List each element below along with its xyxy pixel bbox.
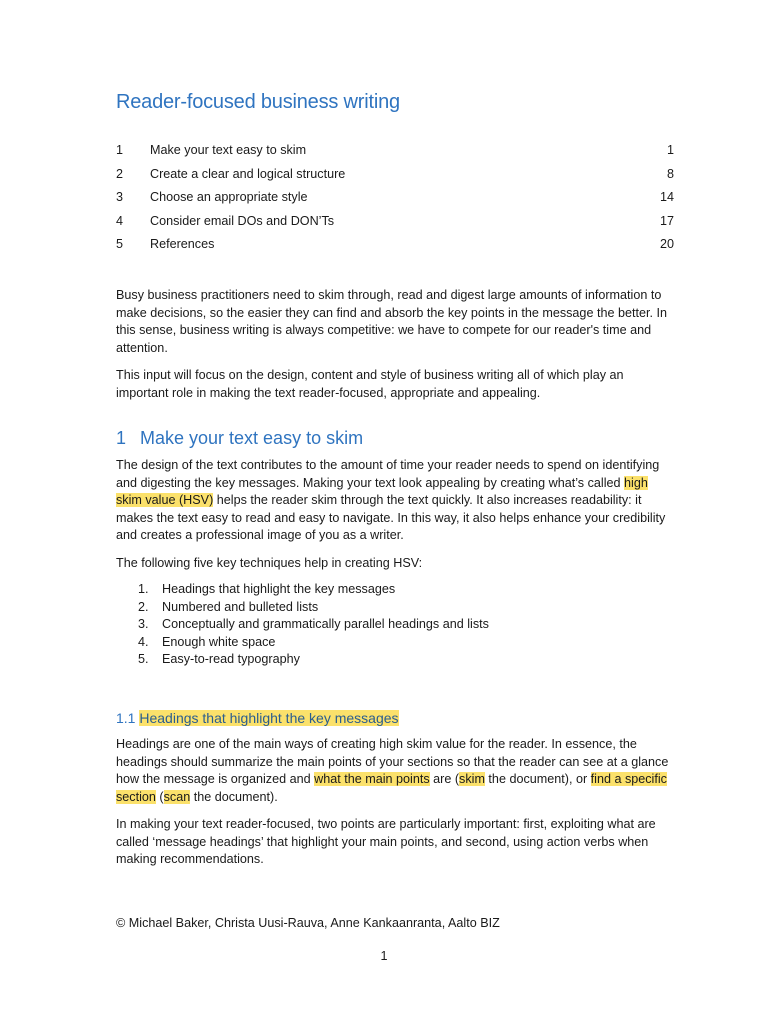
- section-1-1-paragraph-1: [116, 736, 676, 806]
- highlighted-text: skim: [459, 772, 485, 787]
- text-run: the document).: [190, 789, 278, 804]
- list-text: Numbered and bulleted lists: [162, 599, 319, 614]
- list-item: [138, 651, 658, 669]
- toc-entry: References: [150, 237, 215, 251]
- toc-page-number: 17: [659, 213, 674, 228]
- toc-page-number: 8: [666, 166, 674, 181]
- toc-row[interactable]: [116, 187, 676, 211]
- list-text: Conceptually and grammatically parallel headings and lists: [162, 617, 489, 632]
- section-1-heading: [116, 425, 676, 451]
- toc-row[interactable]: [116, 140, 676, 164]
- section-title: Make your text easy to skim: [140, 428, 364, 448]
- techniques-list: [138, 581, 658, 669]
- subsection-title: Headings that highlight the key messages: [139, 710, 399, 726]
- toc-page-number: 1: [666, 143, 674, 157]
- toc-entry: Create a clear and logical structure: [150, 166, 346, 181]
- text-run: The design of the text contributes to the amount of time your reader needs to spend on identifying and digesting the key messages. Making your text look appealing by creating what’s called: [116, 458, 660, 490]
- list-number: 4.: [138, 634, 149, 649]
- toc-number: 2: [116, 166, 124, 181]
- text-run: are (: [429, 772, 460, 787]
- toc-number: 5: [116, 237, 124, 251]
- list-item: [138, 581, 658, 599]
- toc-page-number: 20: [659, 237, 674, 251]
- toc-row[interactable]: [116, 164, 676, 188]
- list-text: Headings that highlight the key messages: [162, 582, 396, 596]
- intro-paragraph-1: Busy business practitioners need to skim through, read and digest large amounts of information to make decisions, so the easier they can find and absorb the key points in the message the better. In this sense, business writing is always competitive: we have to compete for our reader's time and attention.: [116, 288, 667, 355]
- text-run: Headings are one of the main ways of creating high skim value for the reader. In essence, the headings should summarize the main points of your sections so that the reader can see at a glance how the message is organized and: [116, 737, 669, 787]
- intro-paragraph-2: This input will focus on the design, content and style of business writing all of which play an important role in making the text reader-focused, appropriate and appealing.: [116, 368, 624, 400]
- list-item: [138, 616, 658, 634]
- highlighted-text: scan: [163, 789, 191, 804]
- text-run: the document), or: [484, 772, 591, 787]
- toc-number: 1: [116, 143, 124, 157]
- section-number: 1: [116, 428, 127, 448]
- section-1-1-heading: [116, 708, 676, 728]
- section-1-paragraph-2: The following five key techniques help in creating HSV:: [116, 556, 423, 570]
- toc-entry: Consider email DOs and DON’Ts: [150, 213, 335, 228]
- toc-page-number: 14: [659, 190, 674, 204]
- section-1-paragraph-1: [116, 457, 676, 545]
- text-run: (: [155, 789, 164, 804]
- highlighted-text: find a specific section: [116, 772, 667, 804]
- toc-row[interactable]: [116, 234, 676, 258]
- toc-entry: Make your text easy to skim: [150, 143, 307, 157]
- toc-entry: Choose an appropriate style: [150, 190, 308, 204]
- toc-number: 4: [116, 213, 124, 228]
- copyright-footer: © Michael Baker, Christa Uusi-Rauva, Anne Kankaanranta, Aalto BIZ: [116, 916, 500, 930]
- list-number: 3.: [138, 617, 149, 632]
- list-item: [138, 634, 658, 652]
- toc-number: 3: [116, 190, 124, 204]
- highlighted-text: high skim value (HSV): [116, 475, 648, 508]
- list-number: 2.: [138, 599, 149, 614]
- section-1-1-paragraph-2: In making your text reader-focused, two points are particularly important: first, exploiting what are called ‘message headings’ that highlight your main points, and second, using action verbs when making recommendations.: [116, 817, 656, 867]
- subsection-number: 1.1: [116, 710, 136, 726]
- list-text: Easy-to-read typography: [162, 652, 300, 667]
- table-of-contents: [116, 140, 676, 258]
- list-item: [138, 599, 658, 617]
- list-number: 1.: [138, 582, 149, 596]
- text-run: helps the reader skim through the text quickly. It also increases readability: it makes the text easy to read and easy to navigate. In this way, it also helps enhance your credibility and creates a professional image of you as a writer.: [116, 493, 666, 543]
- page-number: 1: [380, 949, 388, 963]
- document-title: Reader-focused business writing: [116, 91, 400, 113]
- list-text: Enough white space: [162, 634, 276, 649]
- list-number: 5.: [138, 652, 149, 667]
- highlighted-text: what the main points: [314, 772, 430, 787]
- toc-row[interactable]: [116, 211, 676, 235]
